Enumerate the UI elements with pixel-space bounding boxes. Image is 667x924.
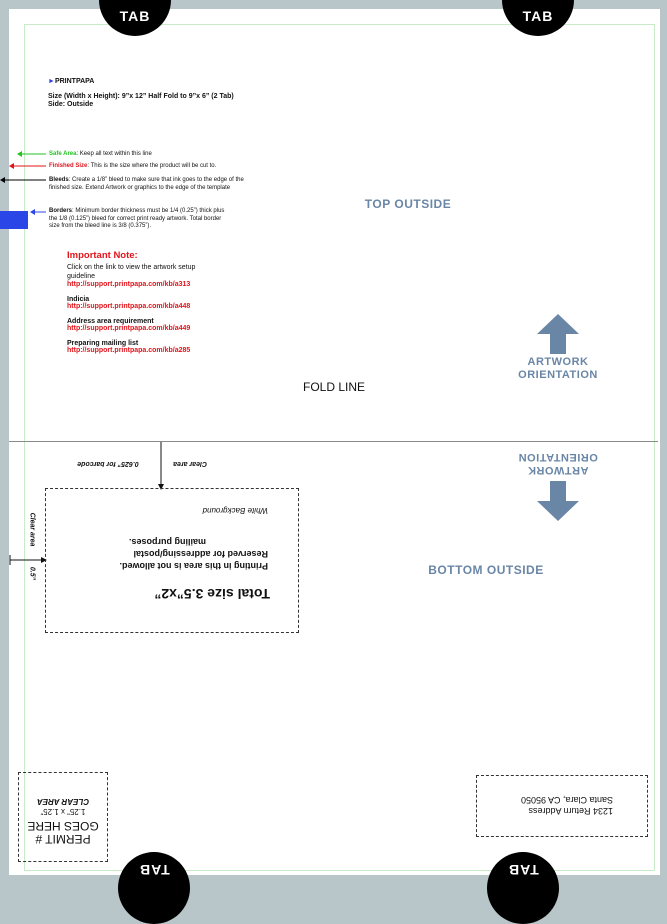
printpapa-logo: ►PRINTPAPA <box>48 78 95 85</box>
total-size-label: Total size 3.5”x2” <box>154 586 270 602</box>
important-note <box>67 250 267 354</box>
address-link[interactable]: http://support.printpapa.com/kb/a449 <box>67 325 191 332</box>
fold-line-label: FOLD LINE <box>302 380 365 394</box>
arrow-up-icon <box>535 314 581 354</box>
artwork-orientation-bottom: ARTWORK ORIENTATION <box>518 451 598 476</box>
tab-label: TAB <box>522 8 554 24</box>
arrow-down-icon <box>535 481 581 521</box>
side-clear-area-note: Clear area <box>28 512 36 547</box>
indicia-link[interactable]: http://support.printpapa.com/kb/a448 <box>67 303 191 310</box>
note-title: Important Note: <box>67 250 138 261</box>
permit-size: 1.25” x 1.25” <box>40 807 86 816</box>
reserved-note: Printing in this area is not allowed. Reserved for addressing/postal mailing purposes. <box>119 537 268 571</box>
side-measure-value: 0.5” <box>28 566 36 581</box>
mailing-box-contents <box>46 489 298 632</box>
top-outside-label: TOP OUTSIDE <box>364 197 452 211</box>
legend-bleeds: Bleeds: Create a 1/8” bleed to make sure that ink goes to the edge of the finished size. Extend Artwork or graphics to the edge of the template <box>49 177 244 191</box>
clear-area-note: Clear area <box>173 460 207 467</box>
note-intro: Click on the link to view the artwork setup guideline <box>67 264 196 280</box>
mailing-link[interactable]: http://support.printpapa.com/kb/a285 <box>67 347 191 354</box>
tab-label: TAB <box>138 862 170 878</box>
permit-line2: GOES HERE <box>27 819 99 833</box>
permit-box <box>18 772 108 862</box>
artwork-orientation-top: ARTWORK ORIENTATION <box>518 356 598 381</box>
address-label: Address area requirement <box>67 318 154 325</box>
legend-borders: Borders: Minimum border thickness must be 1/4 (0.25”) thick plus the 1/8 (0.125”) bleed for correct print ready artwork. Total border size from the bleed line is 3/8 (0.375”). <box>49 208 225 229</box>
return-line2: Santa Clara, CA 95050 <box>520 795 613 805</box>
bottom-outside-label: BOTTOM OUTSIDE <box>428 563 544 577</box>
return-address-contents <box>477 776 647 836</box>
tab-bottom-right <box>487 852 559 924</box>
permit-clear: CLEAR AREA <box>36 797 90 806</box>
barcode-note: 0.625” for barcode <box>77 460 139 467</box>
side-line: Side: Outside <box>48 101 94 108</box>
legend-safe: Safe Area: Keep all text within this line <box>49 151 152 157</box>
template-sheet <box>9 9 660 875</box>
fold-line <box>9 441 658 442</box>
permit-line1: PERMIT # <box>35 832 91 846</box>
mailing-clear-area-box <box>45 488 299 633</box>
size-line: Size (Width x Height): 9”x 12” Half Fold to 9”x 6” (2 Tab) <box>48 93 234 100</box>
indicia-label: Indicia <box>67 296 90 303</box>
guideline-link[interactable]: http://support.printpapa.com/kb/a313 <box>67 281 191 288</box>
tab-bottom-left <box>118 852 190 924</box>
tab-label: TAB <box>507 862 539 878</box>
permit-contents <box>19 773 107 861</box>
white-background-label: White Background <box>202 506 268 515</box>
border-swatch <box>0 211 28 229</box>
tab-label: TAB <box>119 8 151 24</box>
return-address-box <box>476 775 648 837</box>
return-line1: 1234 Return Address <box>528 806 613 816</box>
mailing-label: Preparing mailing list <box>67 340 139 347</box>
legend-finished: Finished Size: This is the size where the product will be cut to. <box>49 163 217 169</box>
